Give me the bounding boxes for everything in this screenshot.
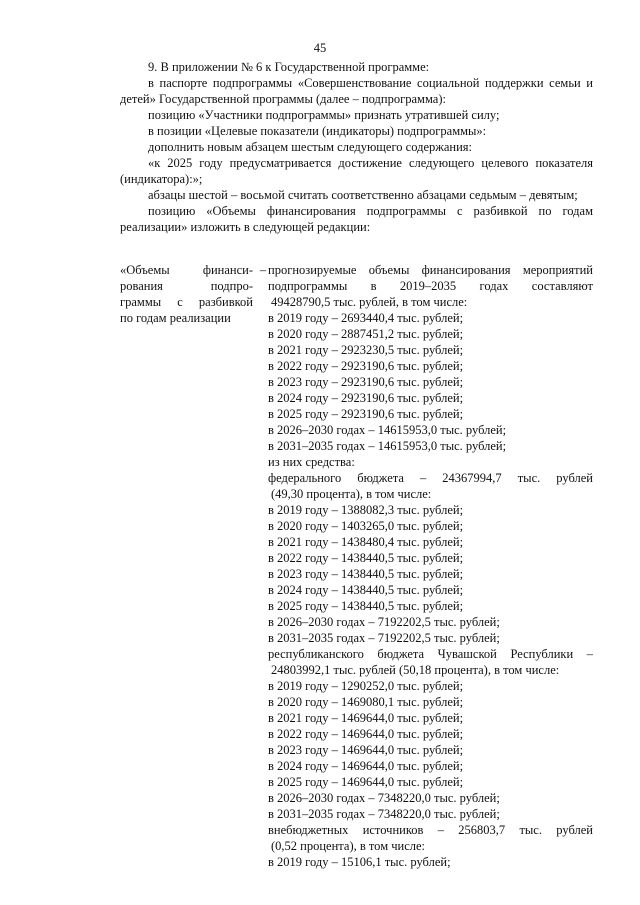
financing-line: в 2025 году – 2923190,6 тыс. рублей; <box>268 407 464 421</box>
financing-line: в 2020 году – 2887451,2 тыс. рублей; <box>268 327 464 341</box>
financing-line: в 2031–2035 годах – 14615953,0 тыс. рублей; <box>268 439 507 453</box>
financing-line: в 2023 году – 2923190,6 тыс. рублей; <box>268 375 464 389</box>
financing-line: в 2022 году – 2923190,6 тыс. рублей; <box>268 359 464 373</box>
financing-line: в 2019 году – 1290252,0 тыс. рублей; <box>268 679 464 693</box>
financing-line: в 2031–2035 годах – 7348220,0 тыс. рублей; <box>268 807 500 821</box>
intro-paragraph: позицию «Объемы финансирования подпрограммы с разбивкой по годам реализации» изложить в следующей редакции: <box>120 204 593 234</box>
financing-line: прогнозируемые объемы финансирования мероприятий <box>268 263 593 277</box>
intro-paragraph: в позиции «Целевые показатели (индикаторы) подпрограммы»: <box>148 124 487 138</box>
financing-line: в 2021 году – 1438480,4 тыс. рублей; <box>268 535 464 549</box>
financing-line: в 2022 году – 1469644,0 тыс. рублей; <box>268 727 464 741</box>
financing-line: в 2022 году – 1438440,5 тыс. рублей; <box>268 551 464 565</box>
financing-line: (49,30 процента), в том числе: <box>271 487 432 501</box>
intro-paragraph: позицию «Участники подпрограммы» признать утратившей силу; <box>148 108 500 122</box>
financing-line: в 2026–2030 годах – 7348220,0 тыс. рублей; <box>268 791 500 805</box>
dash-separator: – <box>259 263 267 277</box>
financing-line: в 2023 году – 1469644,0 тыс. рублей; <box>268 743 464 757</box>
financing-line: в 2019 году – 2693440,4 тыс. рублей; <box>268 311 464 325</box>
financing-line: внебюджетных источников – 256803,7 тыс. рублей <box>268 823 593 837</box>
financing-line: в 2024 году – 1438440,5 тыс. рублей; <box>268 583 464 597</box>
position-title-line: рования подпро- <box>120 279 253 293</box>
position-title-cell <box>120 262 253 326</box>
position-title-line: граммы с разбивкой <box>120 295 253 309</box>
financing-line: в 2019 году – 15106,1 тыс. рублей; <box>268 855 451 869</box>
financing-details-cell <box>268 262 593 870</box>
financing-line: республиканского бюджета Чувашской Республики – <box>268 647 593 661</box>
financing-line: в 2020 году – 1403265,0 тыс. рублей; <box>268 519 464 533</box>
intro-paragraph: 9. В приложении № 6 к Государственной программе: <box>148 60 430 74</box>
financing-line: в 2031–2035 годах – 7192202,5 тыс. рублей; <box>268 631 500 645</box>
financing-line: (0,52 процента), в том числе: <box>271 839 426 853</box>
financing-line: в 2023 году – 1438440,5 тыс. рублей; <box>268 567 464 581</box>
position-title-line: по годам реализации <box>120 311 231 325</box>
financing-line: в 2019 году – 1388082,3 тыс. рублей; <box>268 503 464 517</box>
financing-line: 24803992,1 тыс. рублей (50,18 процента), в том числе: <box>271 663 560 677</box>
financing-line: в 2026–2030 годах – 7192202,5 тыс. рублей; <box>268 615 500 629</box>
financing-line: в 2020 году – 1469080,1 тыс. рублей; <box>268 695 464 709</box>
financing-line: федерального бюджета – 24367994,7 тыс. рублей <box>268 471 593 485</box>
intro-paragraph: «к 2025 году предусматривается достижение следующего целевого показателя (индикатора):»; <box>120 156 593 186</box>
financing-line: в 2025 году – 1469644,0 тыс. рублей; <box>268 775 464 789</box>
financing-line: в 2024 году – 1469644,0 тыс. рублей; <box>268 759 464 773</box>
financing-line: в 2021 году – 2923230,5 тыс. рублей; <box>268 343 464 357</box>
financing-line: 49428790,5 тыс. рублей, в том числе: <box>271 295 468 309</box>
intro-paragraph: дополнить новым абзацем шестым следующего содержания: <box>148 140 473 154</box>
financing-line: в 2024 году – 2923190,6 тыс. рублей; <box>268 391 464 405</box>
financing-line: из них средства: <box>268 455 355 469</box>
financing-line: в 2021 году – 1469644,0 тыс. рублей; <box>268 711 464 725</box>
intro-section <box>120 59 593 235</box>
financing-line: подпрограммы в 2019–2035 годах составляют <box>268 279 593 293</box>
intro-paragraph: в паспорте подпрограммы «Совершенствование социальной поддержки семьи и детей» Государственной программы (далее – подпрограмма): <box>120 76 593 106</box>
financing-line: в 2025 году – 1438440,5 тыс. рублей; <box>268 599 464 613</box>
page-number: 45 <box>313 41 327 55</box>
position-title-line: «Объемы финанси- <box>120 263 253 277</box>
financing-line: в 2026–2030 годах – 14615953,0 тыс. рублей; <box>268 423 507 437</box>
intro-paragraph: абзацы шестой – восьмой считать соответственно абзацами седьмым – девятым; <box>148 188 578 202</box>
